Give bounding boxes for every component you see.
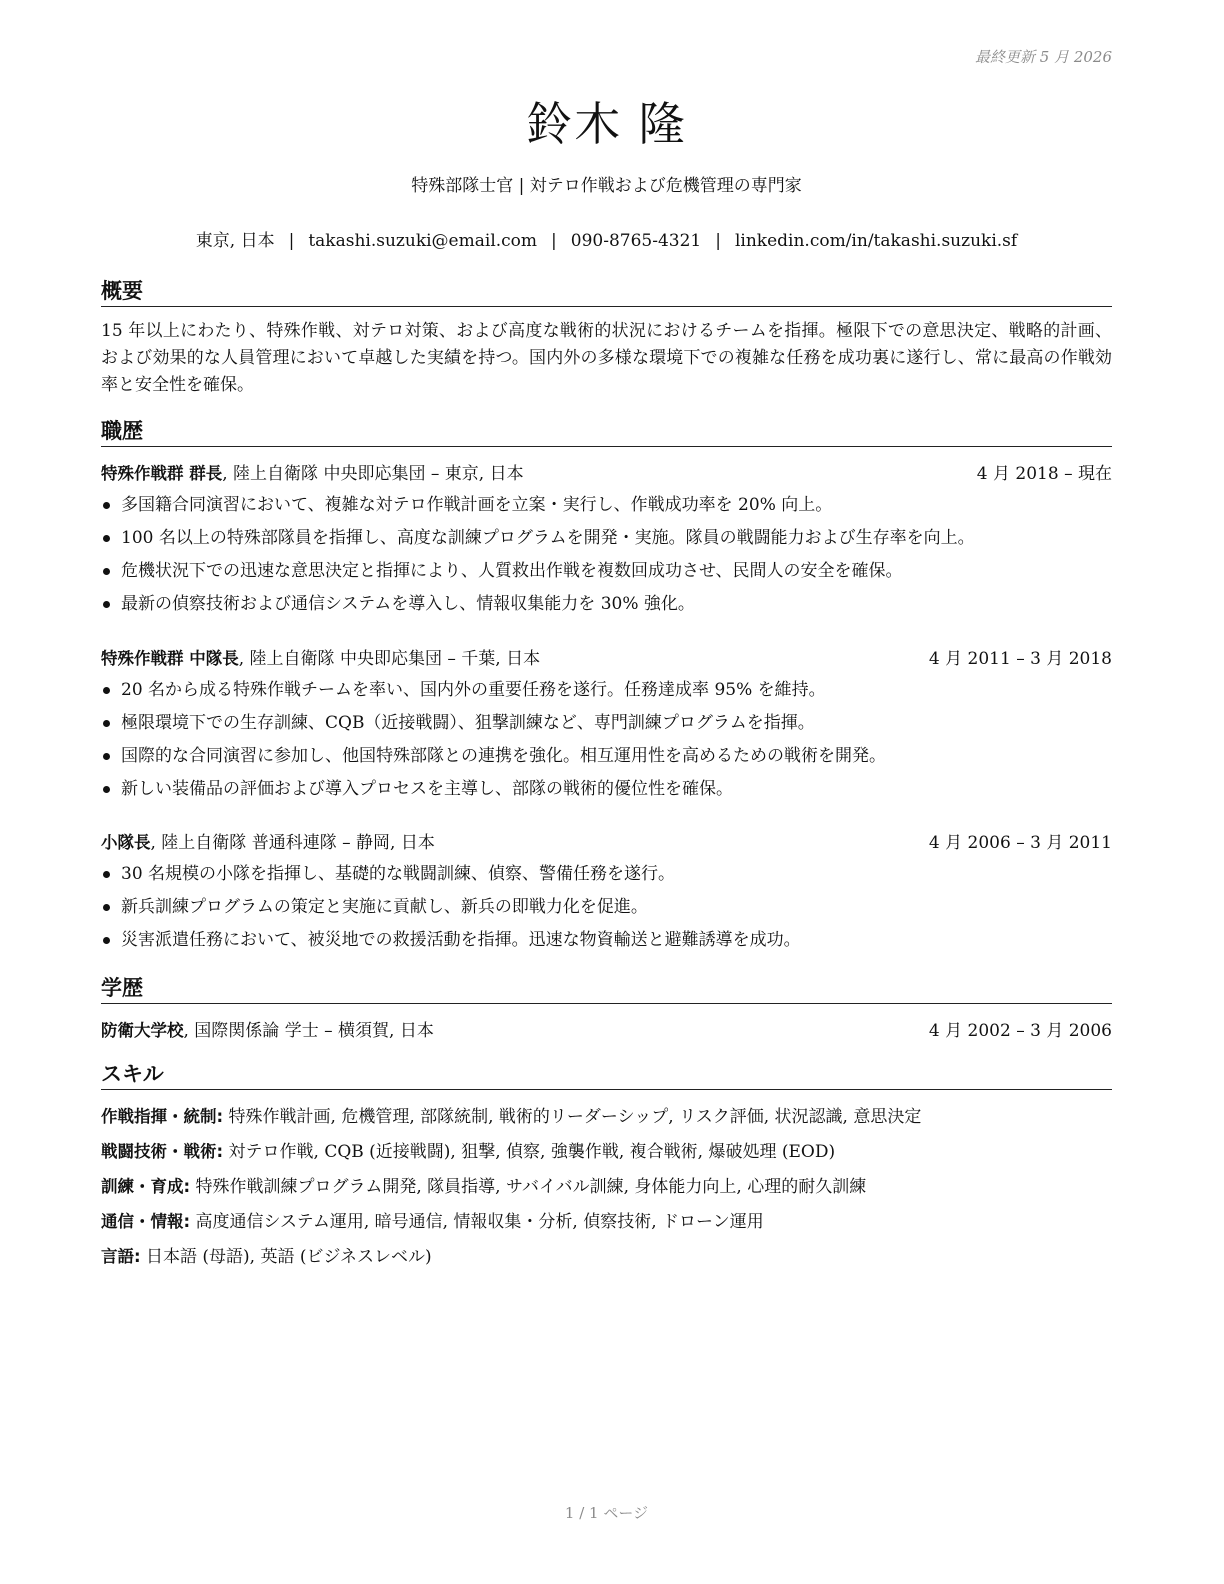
job-header: [101, 831, 1112, 855]
education-entry: [101, 1019, 1112, 1043]
skill-value: 高度通信システム運用, 暗号通信, 情報収集・分析, 偵察技術, ドローン運用: [190, 1212, 764, 1232]
list-item: 20 名から成る特殊作戦チームを率い、国内外の重要任務を遂行。任務達成率 95% を維持。: [101, 678, 1112, 711]
section-title-education: 学歴: [101, 974, 1112, 1004]
last-updated: 最終更新 5 月 2026: [974, 48, 1112, 66]
job-bullets: [101, 678, 1112, 810]
job-title-line: [101, 831, 435, 855]
list-item: 危機状況下での迅速な意思決定と指揮により、人質救出作戦を複数回成功させ、民間人の安全を確保。: [101, 559, 1112, 592]
job-bullets: [101, 493, 1112, 625]
job-role: 小隊長: [101, 833, 151, 852]
skill-row: [101, 1210, 1112, 1234]
skill-label: 通信・情報:: [101, 1212, 191, 1231]
page-indicator: 1 / 1 ページ: [564, 1504, 649, 1522]
school-name: 防衛大学校: [101, 1021, 184, 1040]
list-item: 災害派遣任務において、被災地での救援活動を指揮。迅速な物資輸送と避難誘導を成功。: [101, 928, 1112, 961]
list-item: 100 名以上の特殊部隊員を指揮し、高度な訓練プログラムを開発・実施。隊員の戦闘能力および生存率を向上。: [101, 526, 1112, 559]
person-name: 鈴木 隆: [526, 97, 687, 151]
skill-value: 日本語 (母語), 英語 (ビジネスレベル): [140, 1247, 432, 1267]
contact-location: 東京, 日本: [195, 231, 275, 251]
skill-value: 特殊作戦訓練プログラム開発, 隊員指導, サバイバル訓練, 身体能力向上, 心理的耐久訓練: [190, 1177, 867, 1197]
section-title-summary: 概要: [101, 277, 1112, 307]
job-header: [101, 462, 1112, 486]
job-org: , 陸上自衛隊 中央即応集団 – 東京, 日本: [222, 464, 524, 484]
list-item: 国際的な合同演習に参加し、他国特殊部隊との連携を強化。相互運用性を高めるための戦術を開発。: [101, 744, 1112, 777]
list-item: 極限環境下での生存訓練、CQB（近接戦闘）、狙撃訓練など、専門訓練プログラムを指揮。: [101, 711, 1112, 744]
skill-label: 戦闘技術・戦術:: [101, 1142, 224, 1161]
skill-row: [101, 1140, 1112, 1164]
skill-value: 対テロ作戦, CQB (近接戦闘), 狙撃, 偵察, 強襲作戦, 複合戦術, 爆破処理 (EOD): [223, 1142, 836, 1162]
skill-row: [101, 1175, 1112, 1199]
job-title-line: [101, 462, 524, 486]
job-org: , 陸上自衛隊 中央即応集団 – 千葉, 日本: [238, 649, 541, 669]
job-org: , 陸上自衛隊 普通科連隊 – 静岡, 日本: [150, 833, 435, 853]
section-title-skills: スキル: [101, 1060, 1112, 1090]
skill-label: 作戦指揮・統制:: [101, 1107, 224, 1126]
skill-row: [101, 1245, 1112, 1269]
contact-separator: |: [551, 231, 557, 251]
contact-email-link[interactable]: takashi.suzuki@email.com: [308, 231, 538, 251]
education-dates: 4 月 2002 – 3 月 2006: [928, 1021, 1112, 1041]
job-dates: 4 月 2018 – 現在: [976, 464, 1112, 484]
job-subtitle: 特殊部隊士官 | 対テロ作戦および危機管理の専門家: [411, 176, 802, 196]
resume-page: [101, 0, 1112, 1584]
education-detail: , 国際関係論 学士 – 横須賀, 日本: [183, 1021, 434, 1041]
section-title-experience: 職歴: [101, 417, 1112, 447]
contact-line: [101, 226, 1112, 251]
contact-separator: |: [288, 231, 295, 251]
list-item: 新しい装備品の評価および導入プロセスを主導し、部隊の戦術的優位性を確保。: [101, 777, 1112, 810]
job-role: 特殊作戦群 中隊長: [101, 649, 239, 668]
list-item: 30 名規模の小隊を指揮し、基礎的な戦闘訓練、偵察、警備任務を遂行。: [101, 862, 1112, 895]
summary-text: 15 年以上にわたり、特殊作戦、対テロ対策、および高度な戦術的状況におけるチームを指揮。極限下での意思決定、戦略的計画、および効果的な人員管理において卓越した実績を持つ。国内外の多様な環境下での複雑な任務を成功裏に遂行し、常に最高の作戦効率と安全性を確保。: [101, 321, 1112, 395]
job-header: [101, 647, 1112, 671]
job-bullets: [101, 862, 1112, 961]
list-item: 最新の偵察技術および通信システムを導入し、情報収集能力を 30% 強化。: [101, 592, 1112, 625]
skill-row: [101, 1105, 1112, 1129]
skill-label: 訓練・育成:: [101, 1177, 191, 1196]
contact-phone: 090-8765-4321: [570, 231, 702, 251]
list-item: 新兵訓練プログラムの策定と実施に貢献し、新兵の即戦力化を促進。: [101, 895, 1112, 928]
contact-separator: |: [715, 231, 721, 251]
job-dates: 4 月 2006 – 3 月 2011: [928, 833, 1112, 853]
job-dates: 4 月 2011 – 3 月 2018: [928, 649, 1112, 669]
job-title-line: [101, 647, 540, 671]
list-item: 多国籍合同演習において、複雑な対テロ作戦計画を立案・実行し、作戦成功率を 20% 向上。: [101, 493, 1112, 526]
job-role: 特殊作戦群 群長: [101, 464, 223, 483]
education-line: [101, 1019, 434, 1043]
contact-linkedin-link[interactable]: linkedin.com/in/takashi.suzuki.sf: [734, 231, 1018, 251]
skill-value: 特殊作戦計画, 危機管理, 部隊統制, 戦術的リーダーシップ, リスク評価, 状況認識, 意思決定: [223, 1107, 922, 1127]
skill-label: 言語:: [101, 1247, 141, 1266]
